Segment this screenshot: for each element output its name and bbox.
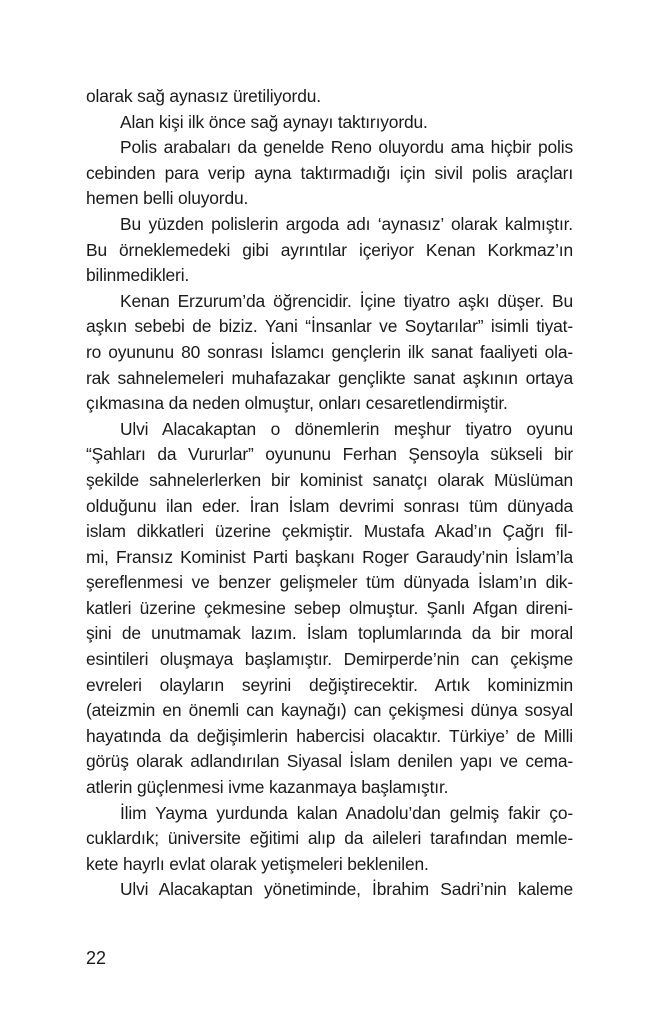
text-line: bilinmedikleri. [86,265,190,286]
text-line: Ulvi Alacakaptan o dönemlerin meşhur tiyatro oyunu [120,418,573,439]
text-line: Ulvi Alacakaptan yönetiminde, İbrahim Sadri’nin kaleme [120,879,573,900]
text-line: ro oyununu 80 sonrası İslamcı gençlerin ilk sanat faaliyeti ola- [86,341,573,362]
text-line: Bu yüzden polislerin argoda adı ‘aynasız’ olarak kalmıştır. [120,213,573,234]
text-line: aşkın sebebi de biziz. Yani “İnsanlar ve Soytarılar” isimli tiyat- [86,316,573,337]
text-line: “Şahları da Vururlar” oyununu Ferhan Şensoyla sükseli bir [86,444,573,465]
text-line: çıkmasına da neden olmuştur, onları cesaretlendirmiştir. [86,393,508,414]
text-line: evreleri olayların seyrini değiştirecektir. Artık kominizmin [86,674,573,695]
text-line: şekilde sahnelerlerken bir kominist sanatçı olarak Müslüman [86,469,573,490]
text-line: hayatında da değişimlerin habercisi olacaktır. Türkiye’ de Milli [86,725,573,746]
text-line: Bu örneklemedeki gibi ayrıntılar içeriyor Kenan Korkmaz’ın [86,239,573,260]
text-line: cuklardık; üniversite eğitimi alıp da aileleri tarafından memle- [86,828,573,849]
text-line: olarak sağ aynasız üretiliyordu. [86,86,321,106]
text-line: rak sahnelemeleri muhafazakar gençlikte sanat aşkının ortaya [86,367,573,388]
text-line: kete hayrlı evlat olarak yetişmeleri beklenilen. [86,853,429,874]
text-line: şereflenmesi ve benzer gelişmeler tüm dünyada İslam’ın dik- [86,572,573,593]
text-line: katleri üzerine çekmesine sebep olmuştur. Şanlı Afgan direni- [86,597,573,618]
page-body [86,84,573,903]
text-line: olduğunu ilan eder. İran İslam devrimi sonrası tüm dünyada [86,495,573,516]
text-line: cebinden para verip ayna taktırmadığı için sivil polis araçları [86,162,573,183]
text-line: Polis arabaları da genelde Reno oluyordu ama hiçbir polis [120,137,573,158]
text-line: görüş olarak adlandırılan Siyasal İslam denilen yapı ve cema- [86,751,573,772]
text-line: Kenan Erzurum’da öğrencidir. İçine tiyatro aşkı düşer. Bu [120,290,573,311]
text-line: şini de unutmamak lazım. İslam toplumlarında da bir moral [86,623,573,644]
text-line: Alan kişi ilk önce sağ aynayı taktırıyordu. [120,111,428,132]
text-line: İlim Yayma yurdunda kalan Anadolu’dan gelmiş fakir ço- [120,802,573,823]
text-line: (ateizmin en önemli can kaynağı) can çekişmesi dünya sosyal [86,700,573,721]
text-line: esintileri oluşmaya başlamıştır. Demirperde’nin can çekişme [86,649,573,670]
text-line: mi, Fransız Kominist Parti başkanı Roger Garaudy’nin İslam’la [86,546,573,567]
page-number: 22 [86,948,107,968]
text-line: atlerin güçlenmesi ivme kazanmaya başlamıştır. [86,777,449,798]
text-line: hemen belli oluyordu. [86,188,249,209]
text-line: islam dikkatleri üzerine çekmiştir. Mustafa Akad’ın Çağrı fil- [86,521,573,542]
